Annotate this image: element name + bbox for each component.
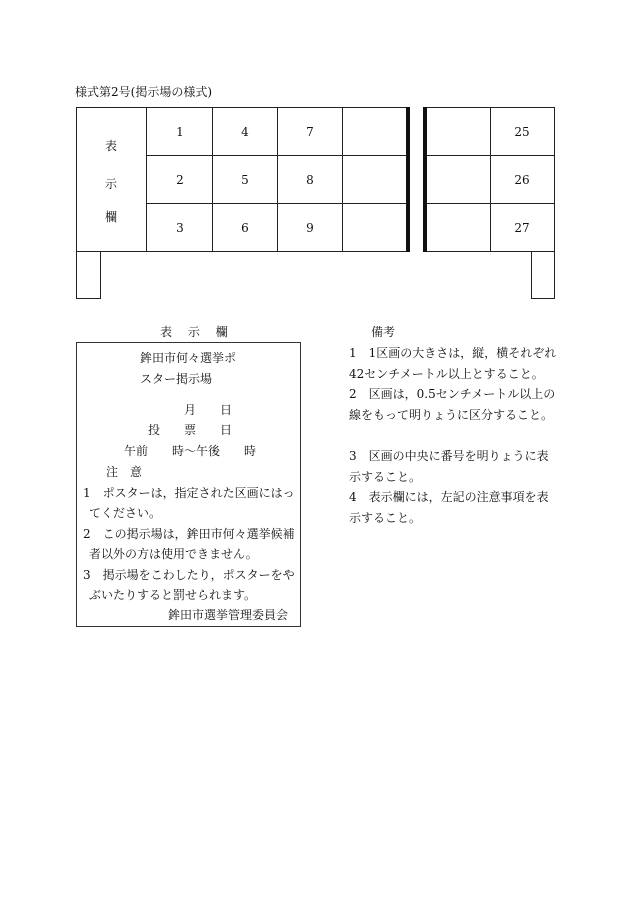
notice-line: 鉾田市何々選挙ポ: [140, 351, 237, 365]
cell-number: 26: [514, 173, 530, 187]
notice-box: [76, 342, 301, 627]
notice-item: 者以外の方は使用できません。: [89, 547, 258, 561]
notice-line: スター掲示場: [140, 372, 213, 386]
notice-issuer: 鉾田市選挙管理委員会: [168, 608, 289, 622]
notice-item: てください。: [89, 506, 162, 520]
cell-number: 9: [306, 221, 314, 235]
remark-item: 1 1区画の大きさは，縦，横それぞれ42センチメートル以上とすること。: [349, 346, 557, 381]
cell-number: 25: [514, 125, 530, 139]
cell-number: 1: [176, 125, 184, 139]
header-char: 表: [104, 139, 117, 153]
notice-item: 3 掲示場をこわしたり，ポスターをや: [83, 568, 295, 582]
cell-number: 4: [241, 125, 249, 139]
remark-item: 3 区画の中央に番号を明りょうに表示すること。: [349, 449, 549, 484]
cell-number: 5: [241, 173, 249, 187]
poster-board-diagram: [76, 107, 555, 299]
notice-item: ぶいたりすると罰せられます。: [89, 588, 257, 602]
header-char: 示: [104, 177, 117, 191]
remark-item: 4 表示欄には，左記の注意事項を表示すること。: [349, 490, 549, 525]
cell-number: 2: [176, 173, 184, 187]
remarks-heading: 備考: [371, 325, 396, 339]
break-bar-left: [406, 107, 410, 252]
notice-vote-day: 投 票 日: [148, 423, 233, 437]
notice-item: 2 この掲示場は，鉾田市何々選挙候補: [83, 527, 295, 541]
cell-number: 3: [176, 221, 184, 235]
cell-number: 27: [514, 221, 530, 235]
break-bar-right: [423, 107, 427, 252]
notice-caution: 注 意: [106, 465, 143, 479]
form-title: 様式第2号(掲示場の様式): [75, 85, 212, 99]
notice-item: 1 ポスターは，指定された区画にはっ: [83, 486, 295, 500]
notice-date: 月 日: [184, 403, 233, 417]
cell-number: 7: [306, 125, 314, 139]
cell-number: 8: [306, 173, 314, 187]
notice-time: 午前 時〜午後 時: [124, 444, 257, 458]
header-char: 欄: [104, 210, 117, 224]
notice-heading: 表 示 欄: [160, 325, 234, 339]
remark-item: 2 区画は，0.5センチメートル以上の線をもって明りょうに区分すること。: [349, 387, 556, 422]
cell-number: 6: [241, 221, 249, 235]
